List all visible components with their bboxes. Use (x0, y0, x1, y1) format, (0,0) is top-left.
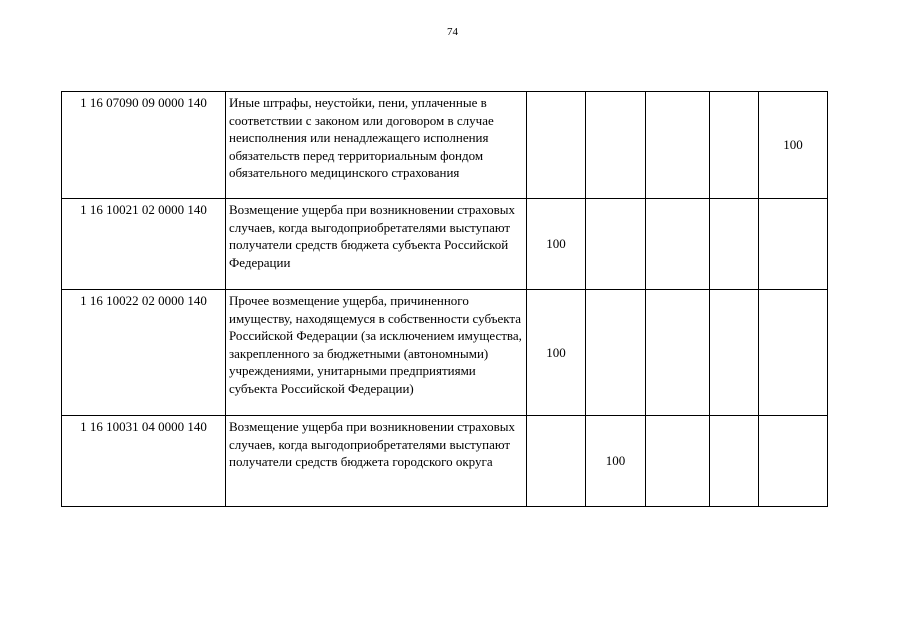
value-cell: 100 (527, 290, 586, 416)
value-cell (586, 92, 646, 199)
value-cell (586, 199, 646, 290)
value-cell (527, 92, 586, 199)
value-cell (646, 290, 710, 416)
table-row (62, 416, 828, 507)
budget-code-cell: 1 16 10022 02 0000 140 (62, 290, 226, 416)
value-cell (646, 199, 710, 290)
description-cell: Прочее возмещение ущерба, причиненного имуществу, находящемуся в собственности субъекта Российской Федерации (за исключением имущества, закрепленного за бюджетными (автономными) учреждениями, унитарными предприятиями субъекта Российской Федерации) (226, 290, 527, 416)
value-cell (710, 92, 759, 199)
description-cell: Возмещение ущерба при возникновении страховых случаев, когда выгодоприобретателями выступают получатели средств бюджета городского округа (226, 416, 527, 507)
value-cell (759, 290, 828, 416)
table-row (62, 290, 828, 416)
table-row (62, 199, 828, 290)
value-cell (710, 290, 759, 416)
value-cell (710, 199, 759, 290)
revenue-distribution-table (61, 91, 828, 507)
value-cell (759, 199, 828, 290)
value-cell (646, 416, 710, 507)
value-cell (527, 416, 586, 507)
budget-code-cell: 1 16 07090 09 0000 140 (62, 92, 226, 199)
value-cell (646, 92, 710, 199)
value-cell: 100 (527, 199, 586, 290)
description-cell: Возмещение ущерба при возникновении страховых случаев, когда выгодоприобретателями выступают получатели средств бюджета субъекта Российской Федерации (226, 199, 527, 290)
value-cell (710, 416, 759, 507)
budget-code-cell: 1 16 10021 02 0000 140 (62, 199, 226, 290)
page-number: 74 (447, 26, 458, 38)
value-cell: 100 (759, 92, 828, 199)
value-cell (586, 290, 646, 416)
table-row (62, 92, 828, 199)
value-cell (759, 416, 828, 507)
budget-code-cell: 1 16 10031 04 0000 140 (62, 416, 226, 507)
description-cell: Иные штрафы, неустойки, пени, уплаченные в соответствии с законом или договором в случае неисполнения или ненадлежащего исполнения обязательств перед территориальным фондом обязательного медицинского страхования (226, 92, 527, 199)
value-cell: 100 (586, 416, 646, 507)
